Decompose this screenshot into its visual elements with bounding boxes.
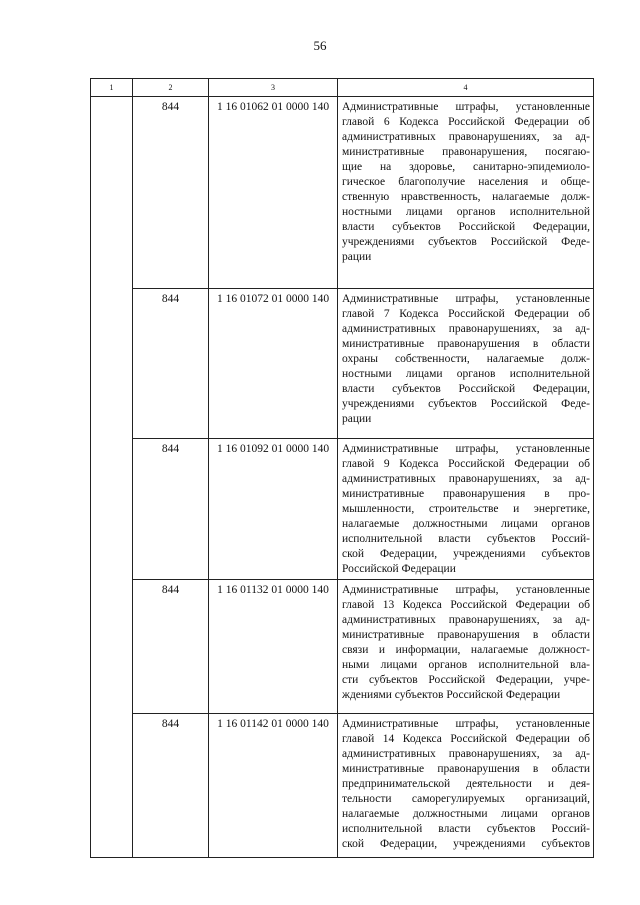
description-line: административных правонарушениях, за ад- (342, 614, 590, 626)
table-header-row (91, 79, 594, 97)
description-line: связи и информации, налагаемые должност- (342, 644, 590, 656)
admin-code-cell: 844 (133, 580, 209, 714)
description-line: щие на здоровье, санитарно-эпидемиоло- (342, 161, 590, 173)
description-line: сти субъектов Российской Федерации, учре- (342, 674, 590, 686)
description-line: ждениями субъектов Российской Федерации (342, 689, 561, 701)
description-line: мышленности, строительстве и энергетике, (342, 503, 590, 515)
header-col-1: 1 (91, 79, 133, 97)
description-line: главой 6 Кодекса Российской Федерации об (342, 116, 590, 128)
description-line: ностными лицами органов исполнительной (342, 206, 590, 218)
admin-code-cell: 844 (133, 439, 209, 580)
description-line: министративные правонарушения в области (342, 338, 590, 350)
table-row (91, 97, 594, 289)
header-col-2: 2 (133, 79, 209, 97)
description-line: исполнительной власти субъектов Россий- (342, 823, 590, 835)
description-line: учреждениями субъектов Российской Феде- (342, 236, 590, 248)
header-col-4: 4 (338, 79, 594, 97)
description-line: главой 13 Кодекса Российской Федерации об (342, 599, 590, 611)
description-line: министративные правонарушения в про- (342, 488, 590, 500)
description-line: министративные правонарушения в области (342, 629, 590, 641)
page-number: 56 (313, 38, 327, 53)
col-1-cell (91, 97, 133, 858)
description-line: главой 14 Кодекса Российской Федерации об (342, 733, 590, 745)
description-line: ными лицами органов исполнительной вла- (342, 659, 590, 671)
description-line: главой 7 Кодекса Российской Федерации об (342, 308, 590, 320)
description-line: административных правонарушениях, за ад- (342, 473, 590, 485)
description-line: исполнительной власти субъектов Россий- (342, 533, 590, 545)
header-col-3: 3 (209, 79, 338, 97)
description-line: Российской Федерации (342, 563, 456, 575)
description-line: рации (342, 413, 372, 425)
description-cell (338, 714, 594, 858)
budget-code-cell: 1 16 01132 01 0000 140 (209, 580, 338, 714)
budget-codes-table (90, 78, 594, 858)
description-line: власти субъектов Российской Федерации, (342, 221, 590, 233)
description-line: налагаемые должностными лицами органов (342, 808, 590, 820)
description-line: главой 9 Кодекса Российской Федерации об (342, 458, 590, 470)
budget-code-cell: 1 16 01092 01 0000 140 (209, 439, 338, 580)
table-row (91, 714, 594, 858)
description-line: власти субъектов Российской Федерации, (342, 383, 590, 395)
table-row (91, 580, 594, 714)
admin-code-cell: 844 (133, 97, 209, 289)
description-line: ской Федерации, учреждениями субъектов (342, 548, 590, 560)
table-row (91, 289, 594, 439)
budget-code-cell: 1 16 01142 01 0000 140 (209, 714, 338, 858)
description-line: учреждениями субъектов Российской Феде- (342, 398, 590, 410)
description-line: налагаемые должностными лицами органов (342, 518, 590, 530)
description-line: Административные штрафы, установленные (342, 443, 590, 455)
description-line: Административные штрафы, установленные (342, 293, 590, 305)
description-line: гическое благополучие населения и обще- (342, 176, 590, 188)
description-line: административных правонарушениях, за ад- (342, 131, 590, 143)
description-line: министративные правонарушения, посягаю- (342, 146, 590, 158)
description-cell (338, 580, 594, 714)
table-row (91, 439, 594, 580)
admin-code-cell: 844 (133, 289, 209, 439)
description-line: Административные штрафы, установленные (342, 718, 590, 730)
description-line: ственную нравственность, налагаемые долж- (342, 191, 590, 203)
budget-code-cell: 1 16 01062 01 0000 140 (209, 97, 338, 289)
description-line: административных правонарушениях, за ад- (342, 323, 590, 335)
description-line: Административные штрафы, установленные (342, 101, 590, 113)
description-cell (338, 97, 594, 289)
description-line: ностными лицами органов исполнительной (342, 368, 590, 380)
description-cell (338, 439, 594, 580)
description-line: тельности саморегулируемых организаций, (342, 793, 590, 805)
description-line: предпринимательской деятельности и дея- (342, 778, 590, 790)
description-cell (338, 289, 594, 439)
admin-code-cell: 844 (133, 714, 209, 858)
description-line: министративные правонарушения в области (342, 763, 590, 775)
description-line: административных правонарушениях, за ад- (342, 748, 590, 760)
description-line: охраны собственности, налагаемые долж- (342, 353, 590, 365)
description-line: рации (342, 251, 372, 263)
description-line: Административные штрафы, установленные (342, 584, 590, 596)
description-line: ской Федерации, учреждениями субъектов (342, 838, 590, 850)
budget-code-cell: 1 16 01072 01 0000 140 (209, 289, 338, 439)
